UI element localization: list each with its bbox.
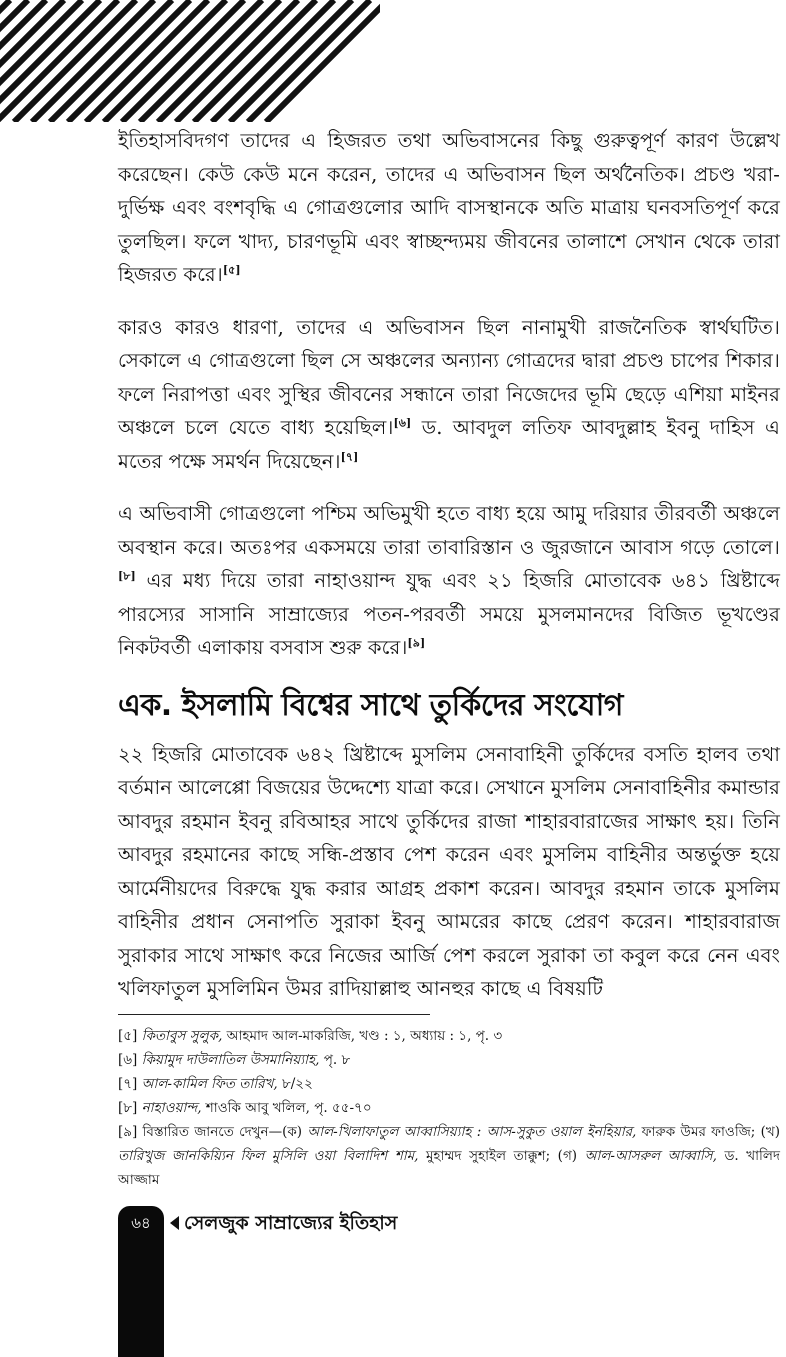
paragraph-1 bbox=[118, 124, 780, 292]
footnote-7-title: আল-কামিল ফিত তারিখ, bbox=[141, 1076, 278, 1092]
triangle-left-icon bbox=[170, 1216, 179, 1230]
book-title: সেলজুক সাম্রাজ্যের ইতিহাস bbox=[184, 1212, 398, 1234]
footnote-9-title-b: তারিখুজ জানকিয়্যিন ফিল মুসিলি ওয়া বিলাদিশ শাম, bbox=[118, 1148, 419, 1164]
footnote-8 bbox=[118, 1096, 780, 1120]
footnote-9-lead: [৯] বিস্তারিত জানতে দেখুন—(ক) bbox=[118, 1124, 308, 1140]
footnote-7 bbox=[118, 1072, 780, 1096]
footnote-9-detail-b: মুহাম্মদ সুহাইল তাক্কুশ; (গ) bbox=[418, 1148, 585, 1164]
page-body bbox=[118, 124, 780, 1025]
footnote-5 bbox=[118, 1024, 780, 1048]
page-footer bbox=[118, 1206, 786, 1357]
footnote-7-detail: ৮/২২ bbox=[277, 1076, 313, 1092]
footnote-8-title: নাহাওয়ান্দ, bbox=[141, 1100, 202, 1116]
footnote-6-detail: পৃ. ৮ bbox=[319, 1052, 351, 1068]
footnote-6 bbox=[118, 1048, 780, 1072]
paragraph-2-text-b: ড. আবদুল লতিফ আবদুল্লাহ ইবনু দাহিস এ মতের পক্ষে সমর্থন দিয়েছেন। bbox=[118, 416, 780, 473]
footnotes bbox=[118, 1024, 780, 1192]
footnote-ref-9[interactable]: [৯] bbox=[407, 636, 426, 650]
footnote-divider bbox=[118, 1014, 430, 1015]
section-paragraph: ২২ হিজরি মোতাবেক ৬৪২ খ্রিষ্টাব্দে মুসলিম সেনাবাহিনী তুর্কিদের বসতি হালব তথা বর্তমান আলেপ্পো বিজয়ের উদ্দেশ্যে যাত্রা করে। সেখানে মুসলিম সেনাবাহিনীর কমান্ডার আবদুর রহমান ইবনু রবিআহর সাথে তুর্কিদের রাজা শাহারবারাজের সাক্ষাৎ হয়। তিনি আবদুর রহমানের কাছে সন্ধি-প্রস্তাব পেশ করেন এবং মুসলিম বাহিনীর অন্তর্ভুক্ত হয়ে আর্মেনীয়দের বিরুদ্ধে যুদ্ধ করার আগ্রহ প্রকাশ করেন। আবদুর রহমান তাকে মুসলিম বাহিনীর প্রধান সেনাপতি সুরাকা ইবনু আমরের কাছে প্রেরণ করেন। শাহারবারাজ সুরাকার সাথে সাক্ষাৎ করে নিজের আর্জি পেশ করলে সুরাকা তা কবুল করে নেন এবং খলিফাতুল মুসলিমিন উমর রাদিয়াল্লাহু আনহুর কাছে এ বিষয়টি bbox=[118, 742, 780, 1000]
decorative-stripes bbox=[0, 0, 380, 122]
footnote-ref-6[interactable]: [৬] bbox=[393, 416, 412, 430]
footnote-8-detail: শাওকি আবু খলিল, পৃ. ৫৫-৭০ bbox=[201, 1100, 372, 1116]
footnote-9 bbox=[118, 1120, 780, 1192]
section-heading: এক. ইসলামি বিশ্বের সাথে তুর্কিদের সংযোগ bbox=[118, 687, 623, 723]
paragraph-2-text-a: কারও কারও ধারণা, তাদের এ অভিবাসন ছিল নানামুখী রাজনৈতিক স্বার্থঘটিত। সেকালে এ গোত্রগুলো ছিল সে অঞ্চলের অন্যান্য গোত্রদের দ্বারা প্রচণ্ড চাপের শিকার। ফলে নিরাপত্তা এবং সুস্থির জীবনের সন্ধানে তারা নিজেদের ভূমি ছেড়ে এশিয়া মাইনর অঞ্চলে চলে যেতে বাধ্য হয়েছিল। bbox=[118, 315, 780, 439]
page-number-tab bbox=[118, 1206, 164, 1357]
footnote-9-detail-c: ড. খালিদ আজ্জাম bbox=[118, 1148, 780, 1188]
page-number: ৬৪ bbox=[131, 1214, 151, 1232]
footnote-8-number: [৮] bbox=[118, 1100, 142, 1116]
paragraph-3-text-a: এ অভিবাসী গোত্রগুলো পশ্চিম অভিমুখী হতে বাধ্য হয়ে আমু দরিয়ার তীরবর্তী অঞ্চলে অবস্থান করে। অতঃপর একসময়ে তারা তাবারিস্তান ও জুরজানে আবাস গড়ে তোলে। bbox=[118, 502, 780, 559]
footnote-6-number: [৬] bbox=[118, 1052, 142, 1068]
footnote-ref-7[interactable]: [৭] bbox=[340, 450, 359, 463]
paragraph-1-text: ইতিহাসবিদগণ তাদের এ হিজরত তথা অভিবাসনের কিছু গুরুত্বপূর্ণ কারণ উল্লেখ করেছেন। কেউ কেউ মনে করেন, তাদের এ অভিবাসন ছিল অর্থনৈতিক। প্রচণ্ড খরা-দুর্ভিক্ষ এবং বংশবৃদ্ধি এ গোত্রগুলোর আদি বাসস্থানকে অতি মাত্রায় ঘনবসতিপূর্ণ করে তুলছিল। ফলে খাদ্য, চারণভূমি এবং স্বাচ্ছন্দ্যময় জীবনের তালাশে সেখান থেকে তারা হিজরত করে। bbox=[118, 129, 780, 286]
footnote-ref-5[interactable]: [৫] bbox=[222, 263, 241, 277]
paragraph-3-text-b: এর মধ্য দিয়ে তারা নাহাওয়ান্দ যুদ্ধ এবং ২১ হিজরি মোতাবেক ৬৪১ খ্রিষ্টাব্দে পারস্যের সাসানি সাম্রাজ্যের পতন-পরবর্তী সময়ে মুসলমানদের বিজিত ভূখণ্ডের নিকটবর্তী এলাকায় বসবাস শুরু করে। bbox=[118, 569, 780, 659]
footnote-5-detail: আহমাদ আল-মাকরিজি, খণ্ড : ১, অধ্যায় : ১, পৃ. ৩ bbox=[222, 1028, 503, 1044]
footnote-ref-8[interactable]: [৮] bbox=[118, 569, 136, 583]
paragraph-3 bbox=[118, 497, 780, 665]
paragraph-2 bbox=[118, 311, 780, 479]
footnote-6-title: কিয়ামুদ দাউলাতিল উসমানিয়্যাহ, bbox=[141, 1052, 320, 1068]
footnote-9-detail-a: ফারুক উমর ফাওজি; (খ) bbox=[636, 1124, 780, 1140]
footnote-9-title-a: আল-খিলাফাতুল আব্বাসিয়্যাহ : আস-সুকুত ওয়াল ইনহিয়ার, bbox=[307, 1124, 637, 1140]
footnote-5-title: কিতাবুস সুলুক, bbox=[141, 1028, 223, 1044]
footnote-5-number: [৫] bbox=[118, 1028, 142, 1044]
footnote-7-number: [৭] bbox=[118, 1076, 142, 1092]
footnote-9-title-c: আল-আসরুল আব্বাসি, bbox=[584, 1148, 717, 1164]
